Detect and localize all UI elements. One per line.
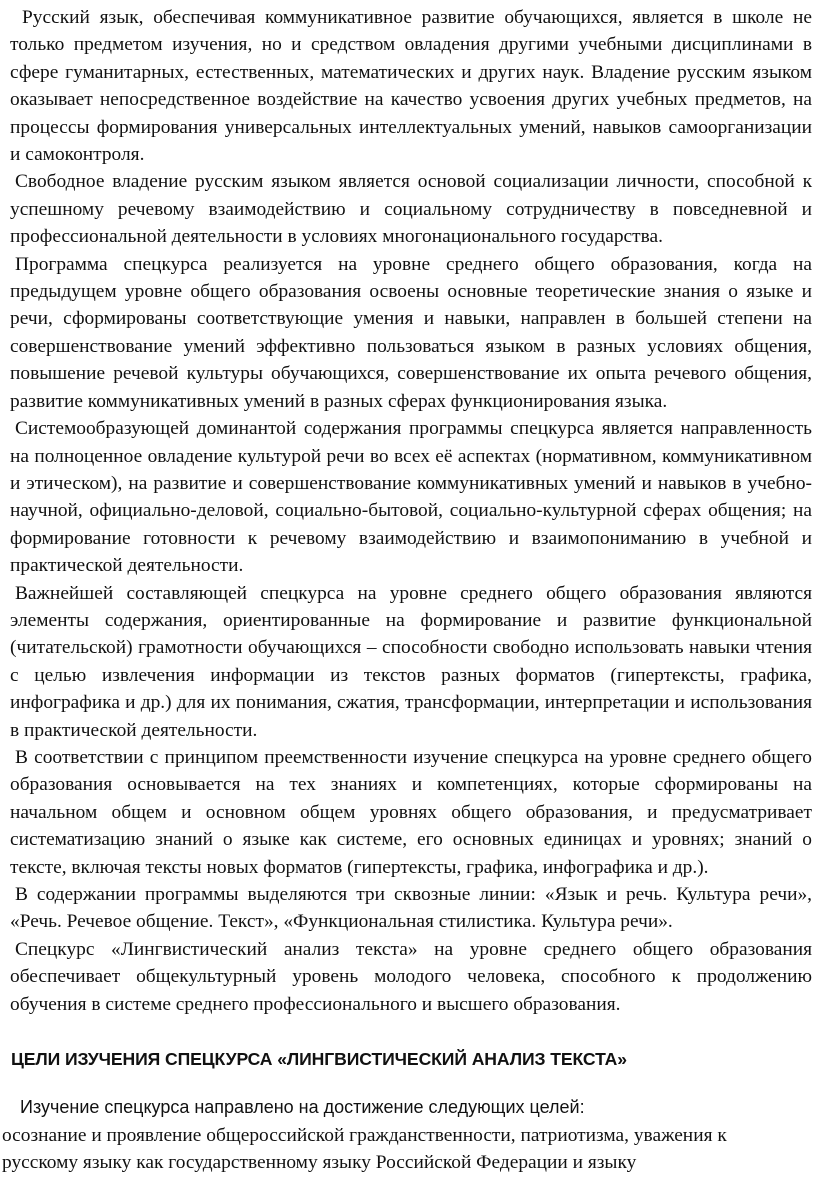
paragraph-8: Спецкурс «Лингвистический анализ текста» на уровне среднего общего образования обеспечивает общекультурный уровень молодого человека, способного к продолжению обучения в системе среднего профессионального и высшего образования. xyxy=(10,938,812,1015)
paragraph-6: В соответствии с принципом преемственности изучение спецкурса на уровне среднего общего образования основывается на тех знаниях и компетенциях, которые сформированы на начальном общем и основном общем уровнях общего образования, и предусматривает систематизацию знаний о языке как системе, его основных единицах и уровнях; знаний о тексте, включая тексты новых форматов (гипертексты, графика, инфографика и др.). xyxy=(10,746,812,878)
paragraph-4: Системообразующей доминантой содержания программы спецкурса является направленность на полноценное овладение культурой речи во всех её аспектах (нормативном, коммуникативном и этическом), на развитие и совершенствование коммуникативных умений и навыков в учебно-научной, официально-деловой, социально-бытовой, социально-культурной сферах общения; на формирование готовности к речевому взаимодействию и взаимопониманию в учебной и практической деятельности. xyxy=(10,418,812,577)
section-heading: ЦЕЛИ ИЗУЧЕНИЯ СПЕЦКУРСА «ЛИНГВИСТИЧЕСКИЙ АНАЛИЗ ТЕКСТА» xyxy=(11,1049,627,1070)
paragraph-3: Программа спецкурса реализуется на уровне среднего общего образования, когда на предыдущем уровне общего образования освоены основные теоретические знания о языке и речи, сформированы соответствующие умения и навыки, направлен в большей степени на совершенствование умений эффективно пользоваться языком в разных условиях общения, повышение речевой культуры обучающихся, совершенствование их опыта речевого общения, развитие коммуникативных умений в разных сферах функционирования языка. xyxy=(10,253,812,412)
paragraph-5: Важнейшей составляющей спецкурса на уровне среднего общего образования являются элементы содержания, ориентированные на формирование и развитие функциональной (читательской) грамотности обучающихся – способности свободно использовать навыки чтения с целью извлечения информации из текстов разных форматов (гипертексты, графика, инфографика и др.) для их понимания, сжатия, трансформации, интерпретации и использования в практической деятельности. xyxy=(10,582,812,741)
paragraph-7: В содержании программы выделяются три сквозные линии: «Язык и речь. Культура речи», «Речь. Речевое общение. Текст», «Функциональная стилистика. Культура речи». xyxy=(10,884,812,933)
goal-item: осознание и проявление общероссийской гражданственности, патриотизма, уважения к русскому языку как государственному языку Российской Федерации и языку xyxy=(2,1125,727,1174)
document-page xyxy=(2,4,812,1177)
paragraph-1: Русский язык, обеспечивая коммуникативное развитие обучающихся, является в школе не только предметом изучения, но и средством овладения другими учебными дисциплинами в сфере гуманитарных, естественных, математических и других наук. Владение русским языком оказывает непосредственное воздействие на качество усвоения других учебных предметов, на процессы формирования универсальных интеллектуальных умений, навыков самоорганизации и самоконтроля. xyxy=(10,7,812,166)
goals-intro: Изучение спецкурса направлено на достижение следующих целей: xyxy=(20,1097,585,1118)
paragraph-2: Свободное владение русским языком является основой социализации личности, способной к успешному речевому взаимодействию и социальному сотрудничеству в повседневной и профессиональной деятельности в условиях многонационального государства. xyxy=(10,171,812,248)
